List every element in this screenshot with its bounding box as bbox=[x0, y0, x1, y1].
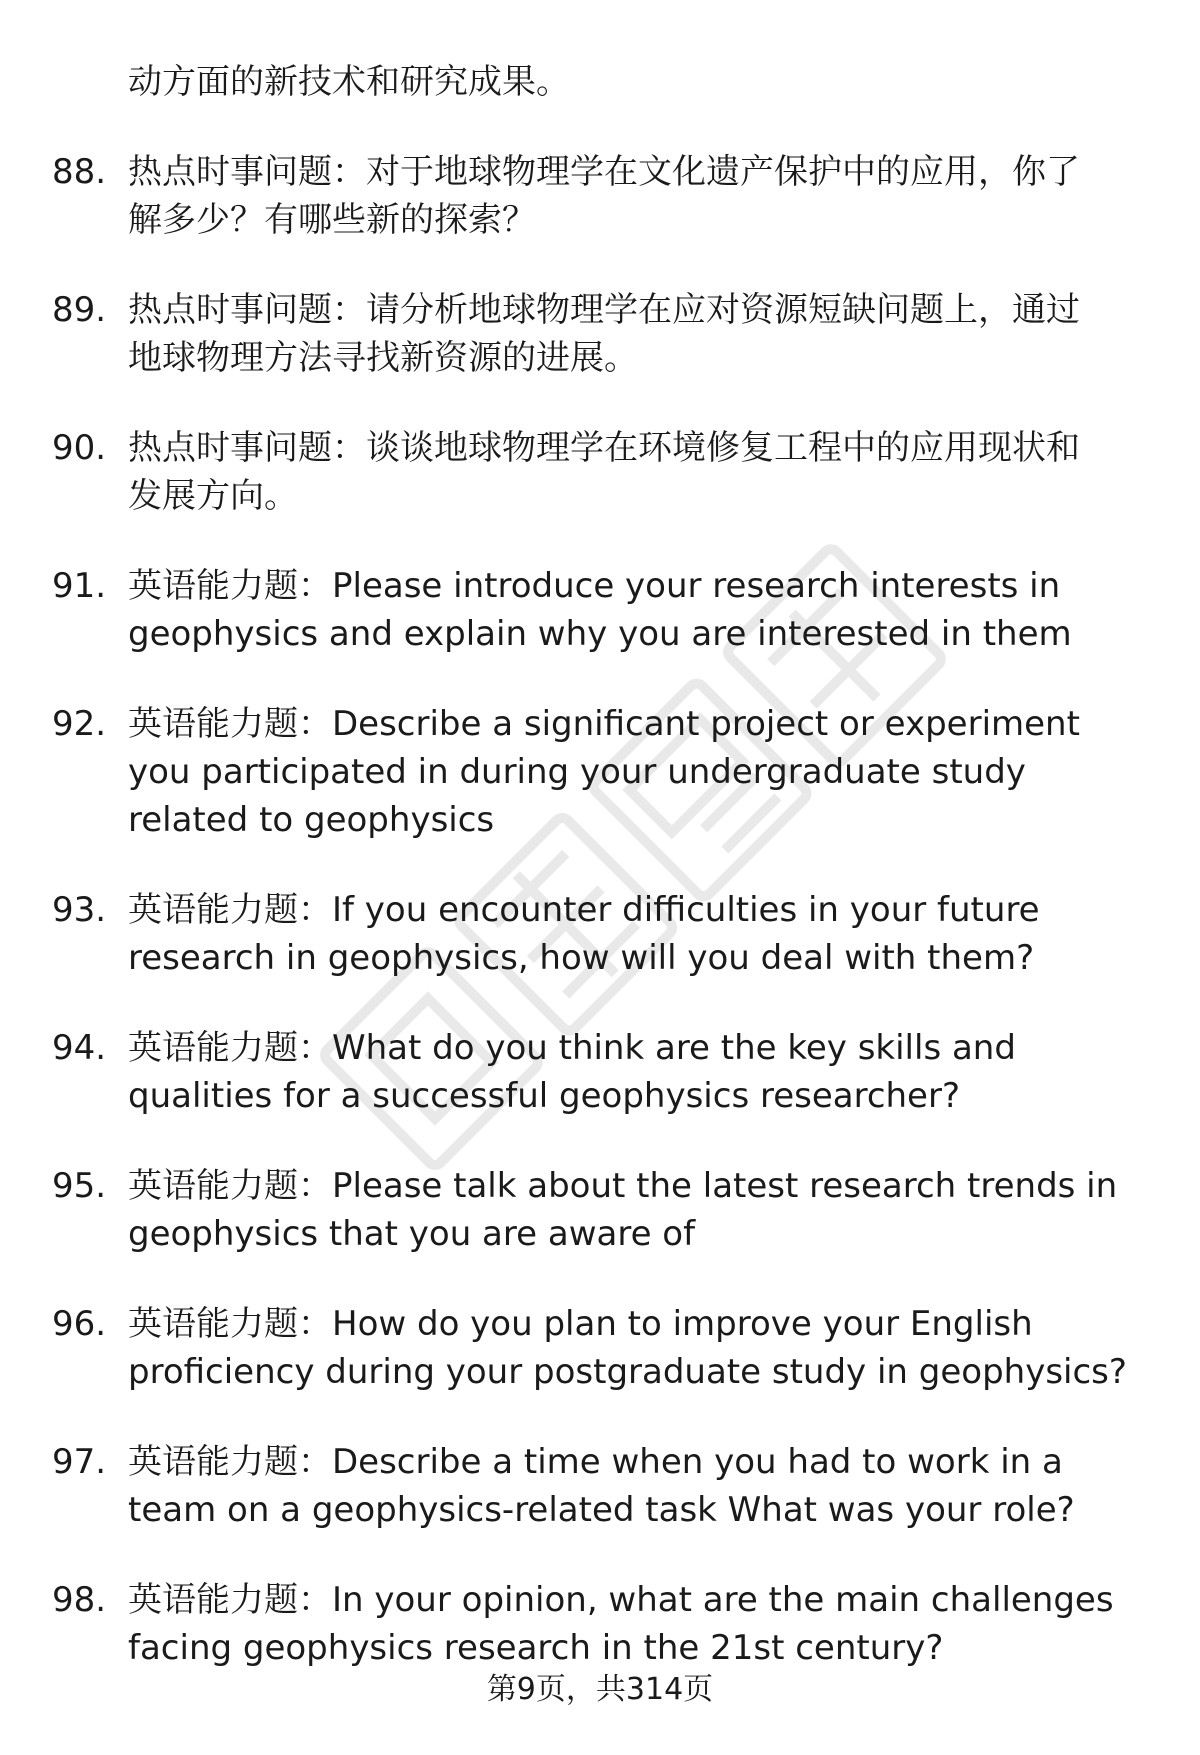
item-line: 英语能力题：Please introduce your research interests in bbox=[128, 566, 1061, 606]
item-text bbox=[128, 700, 1138, 844]
item-text bbox=[128, 424, 1138, 520]
list-item bbox=[0, 700, 1200, 844]
item-line: 发展方向。 bbox=[128, 476, 298, 516]
item-line: team on a geophysics-related task What was your role? bbox=[128, 1490, 1075, 1530]
item-line: geophysics and explain why you are interested in them bbox=[128, 614, 1072, 654]
list-item bbox=[0, 886, 1200, 982]
item-number: 92. bbox=[52, 704, 107, 744]
item-text bbox=[128, 562, 1138, 658]
item-number: 97. bbox=[52, 1442, 107, 1482]
item-number: 91. bbox=[52, 566, 107, 606]
item-line: 英语能力题：Describe a time when you had to work in a bbox=[128, 1442, 1063, 1482]
question-list bbox=[0, 58, 1200, 1672]
item-text bbox=[128, 1438, 1138, 1534]
list-item bbox=[0, 562, 1200, 658]
item-line: 英语能力题：In your opinion, what are the main challenges bbox=[128, 1580, 1114, 1620]
item-line: qualities for a successful geophysics researcher? bbox=[128, 1076, 961, 1116]
item-line: 地球物理方法寻找新资源的进展。 bbox=[128, 338, 638, 378]
item-number: 94. bbox=[52, 1028, 107, 1068]
item-text bbox=[128, 1162, 1138, 1258]
item-number: 88. bbox=[52, 152, 107, 192]
item-text bbox=[128, 1024, 1138, 1120]
item-line: 热点时事问题：对于地球物理学在文化遗产保护中的应用，你了 bbox=[128, 152, 1080, 192]
item-line: 英语能力题：What do you think are the key skills and bbox=[128, 1028, 1016, 1068]
item-text bbox=[128, 1576, 1138, 1672]
list-item bbox=[0, 148, 1200, 244]
item-number: 96. bbox=[52, 1304, 107, 1344]
list-item bbox=[0, 1438, 1200, 1534]
item-line: 英语能力题：If you encounter difficulties in your future bbox=[128, 890, 1040, 930]
item-number: 93. bbox=[52, 890, 107, 930]
item-line: 英语能力题：Please talk about the latest research trends in bbox=[128, 1166, 1118, 1206]
item-line: you participated in during your undergraduate study bbox=[128, 752, 1026, 792]
item-line: 解多少？有哪些新的探索？ bbox=[128, 200, 536, 240]
item-line: geophysics that you are aware of bbox=[128, 1214, 696, 1254]
item-line: related to geophysics bbox=[128, 800, 495, 840]
item-text bbox=[128, 1300, 1138, 1396]
item-line: facing geophysics research in the 21st century? bbox=[128, 1628, 944, 1668]
list-item bbox=[0, 1024, 1200, 1120]
item-line: 热点时事问题：谈谈地球物理学在环境修复工程中的应用现状和 bbox=[128, 428, 1080, 468]
item-line: 英语能力题：Describe a significant project or experiment bbox=[128, 704, 1080, 744]
item-line: research in geophysics, how will you deal with them? bbox=[128, 938, 1035, 978]
list-item bbox=[0, 286, 1200, 382]
item-number: 89. bbox=[52, 290, 107, 330]
item-number: 90. bbox=[52, 428, 107, 468]
list-item bbox=[0, 424, 1200, 520]
item-line: 热点时事问题：请分析地球物理学在应对资源短缺问题上，通过 bbox=[128, 290, 1080, 330]
item-line: 英语能力题：How do you plan to improve your English bbox=[128, 1304, 1033, 1344]
item-number: 98. bbox=[52, 1580, 107, 1620]
item-line: proficiency during your postgraduate study in geophysics? bbox=[128, 1352, 1127, 1392]
page-number-footer: 第9页，共314页 bbox=[486, 1672, 714, 1707]
continuation-text: 动方面的新技术和研究成果。 bbox=[128, 62, 570, 102]
list-item bbox=[0, 1162, 1200, 1258]
item-text bbox=[128, 148, 1138, 244]
item-text bbox=[128, 286, 1138, 382]
item-number: 95. bbox=[52, 1166, 107, 1206]
list-item bbox=[0, 1300, 1200, 1396]
item-text bbox=[128, 886, 1138, 982]
list-item bbox=[0, 1576, 1200, 1672]
